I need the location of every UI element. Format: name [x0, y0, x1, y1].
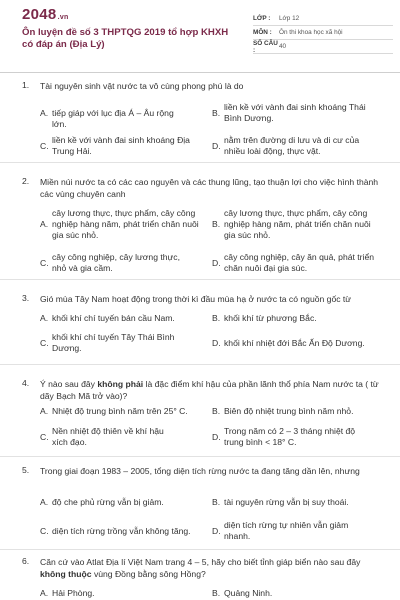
option-letter: C.: [40, 432, 49, 442]
meta-key: SỐ CÂU :: [253, 39, 278, 54]
option-text: tiếp giáp với lục địa Á – Âu rộng lớn.: [52, 108, 174, 129]
question-number: 3.: [22, 293, 30, 303]
option-text: liền kề với vành đai sinh khoáng Thái Bình Dương.: [224, 102, 366, 123]
option-text: độ che phủ rừng vẫn bị giảm.: [52, 497, 164, 507]
option-text: Trong năm có 2 – 3 tháng nhiệt độ trung bình < 18° C.: [224, 426, 356, 447]
option-text: khối khí nhiệt đới Bắc Ấn Độ Dương.: [224, 338, 365, 348]
question-number: 4.: [22, 378, 30, 388]
option-letter: C.: [40, 141, 49, 151]
question-number: 1.: [22, 80, 30, 90]
question-text: [40, 556, 380, 580]
option-text: Nhiệt độ trung bình năm trên 25° C.: [52, 406, 188, 416]
meta-value: Lớp 12: [279, 15, 300, 22]
meta-key: LỚP :: [253, 15, 271, 22]
option-letter: B.: [212, 219, 221, 229]
question-text: Miền núi nước ta có các cao nguyên và các thung lũng, tạo thuận lợi cho việc hình thành các vùng chuyên canh: [40, 177, 379, 199]
question-text-part: vùng Đồng bằng sông Hồng?: [91, 569, 206, 579]
logo-suffix: .vn: [57, 14, 69, 21]
option-letter: C.: [40, 258, 49, 268]
question-number: 6.: [22, 556, 30, 566]
question-separator: [0, 279, 400, 280]
option-text: nằm trên đường di lưu và di cư của nhiều loài động, thực vật.: [224, 135, 360, 156]
option-text: khối khí từ phương Bắc.: [224, 313, 317, 323]
option-letter: A.: [40, 219, 49, 229]
meta-row-class: [253, 12, 393, 26]
question-separator: [0, 364, 400, 365]
question-separator: [0, 162, 400, 163]
question-number: 2.: [22, 176, 30, 186]
option-letter: B.: [212, 588, 221, 598]
meta-value: 40: [279, 43, 287, 50]
meta-table: [253, 12, 393, 54]
option-letter: B.: [212, 108, 221, 118]
document-title: Ôn luyện đề số 3 THPTQG 2019 tổ hợp KHXH có đáp án (Địa Lý): [22, 27, 229, 50]
meta-row-count: [253, 40, 393, 54]
option-letter: D.: [212, 141, 221, 151]
option-letter: D.: [212, 432, 221, 442]
meta-value: Ôn thi khoa học xã hội: [279, 29, 343, 36]
option-text: cây công nghiệp, cây lương thực, nhỏ và gia cầm.: [52, 252, 180, 273]
option-text: Nền nhiệt độ thiên về khí hậu xích đạo.: [52, 426, 164, 447]
option-text: khối khí chí tuyến Tây Thái Bình Dương.: [52, 332, 175, 353]
option-text: khối khí chí tuyến bán cầu Nam.: [52, 313, 175, 323]
question-text: Trong giai đoạn 1983 – 2005, tổng diện tích rừng nước ta đang tăng dần lên, nhưng: [40, 466, 360, 476]
option-text: diện tích rừng trồng vẫn không tăng.: [52, 526, 191, 536]
question-text-emphasis: không phải: [97, 379, 144, 389]
option-text: liền kề với vành đai sinh khoáng Địa Trung Hải.: [52, 135, 190, 156]
question-separator: [0, 549, 400, 550]
question-number: 5.: [22, 465, 30, 475]
option-text: cây lương thực, thực phẩm, cây công nghiệp hàng năm, phát triển chăn nuôi gia súc nhỏ.: [224, 208, 371, 240]
option-letter: D.: [212, 258, 221, 268]
option-letter: A.: [40, 588, 49, 598]
meta-key: MÔN :: [253, 29, 272, 36]
option-letter: B.: [212, 497, 221, 507]
question-text-emphasis: không thuộc: [40, 569, 92, 579]
option-text: diện tích rừng tự nhiên vẫn giảm nhanh.: [224, 520, 349, 541]
question-text-part: là đặc điểm khí hậu của phần lãnh thổ phía Nam nước ta ( từ dãy Bạch Mã trở vào)?: [40, 379, 379, 401]
option-letter: A.: [40, 497, 49, 507]
question-text-part: Ý nào sau đây: [40, 379, 98, 389]
option-letter: A.: [40, 108, 49, 118]
document-header: [0, 0, 400, 68]
option-text: Quảng Ninh.: [224, 588, 273, 598]
option-letter: C.: [40, 338, 49, 348]
option-text: cây công nghiệp, cây ăn quả, phát triển chăn nuôi đại gia súc.: [224, 252, 375, 273]
question-text-part: Căn cứ vào Atlat Địa lí Việt Nam trang 4 – 5, hãy cho biết tỉnh giáp biển nào sau đây: [40, 557, 361, 567]
meta-row-subject: [253, 26, 393, 40]
logo-text: 2048: [22, 6, 57, 23]
option-text: tài nguyên rừng vẫn bị suy thoái.: [224, 497, 349, 507]
question-separator: [0, 456, 400, 457]
option-letter: A.: [40, 313, 49, 323]
header-divider: [0, 72, 400, 73]
option-letter: C.: [40, 526, 49, 536]
option-letter: B.: [212, 313, 221, 323]
option-text: Hải Phòng.: [52, 588, 95, 598]
option-text: Biên độ nhiệt trung bình năm nhỏ.: [224, 406, 354, 416]
option-letter: D.: [212, 526, 221, 536]
option-text: cây lương thực, thực phẩm, cây công nghiệp hàng năm, phát triển chăn nuôi gia súc nhỏ.: [52, 208, 199, 240]
option-letter: A.: [40, 406, 49, 416]
question-text: [40, 378, 380, 402]
option-letter: B.: [212, 406, 221, 416]
option-letter: D.: [212, 338, 221, 348]
question-text: Tài nguyên sinh vật nước ta vô cùng phong phú là do: [40, 81, 244, 91]
question-text: Gió mùa Tây Nam hoạt động trong thời kì đầu mùa hạ ở nước ta có nguồn gốc từ: [40, 294, 352, 304]
